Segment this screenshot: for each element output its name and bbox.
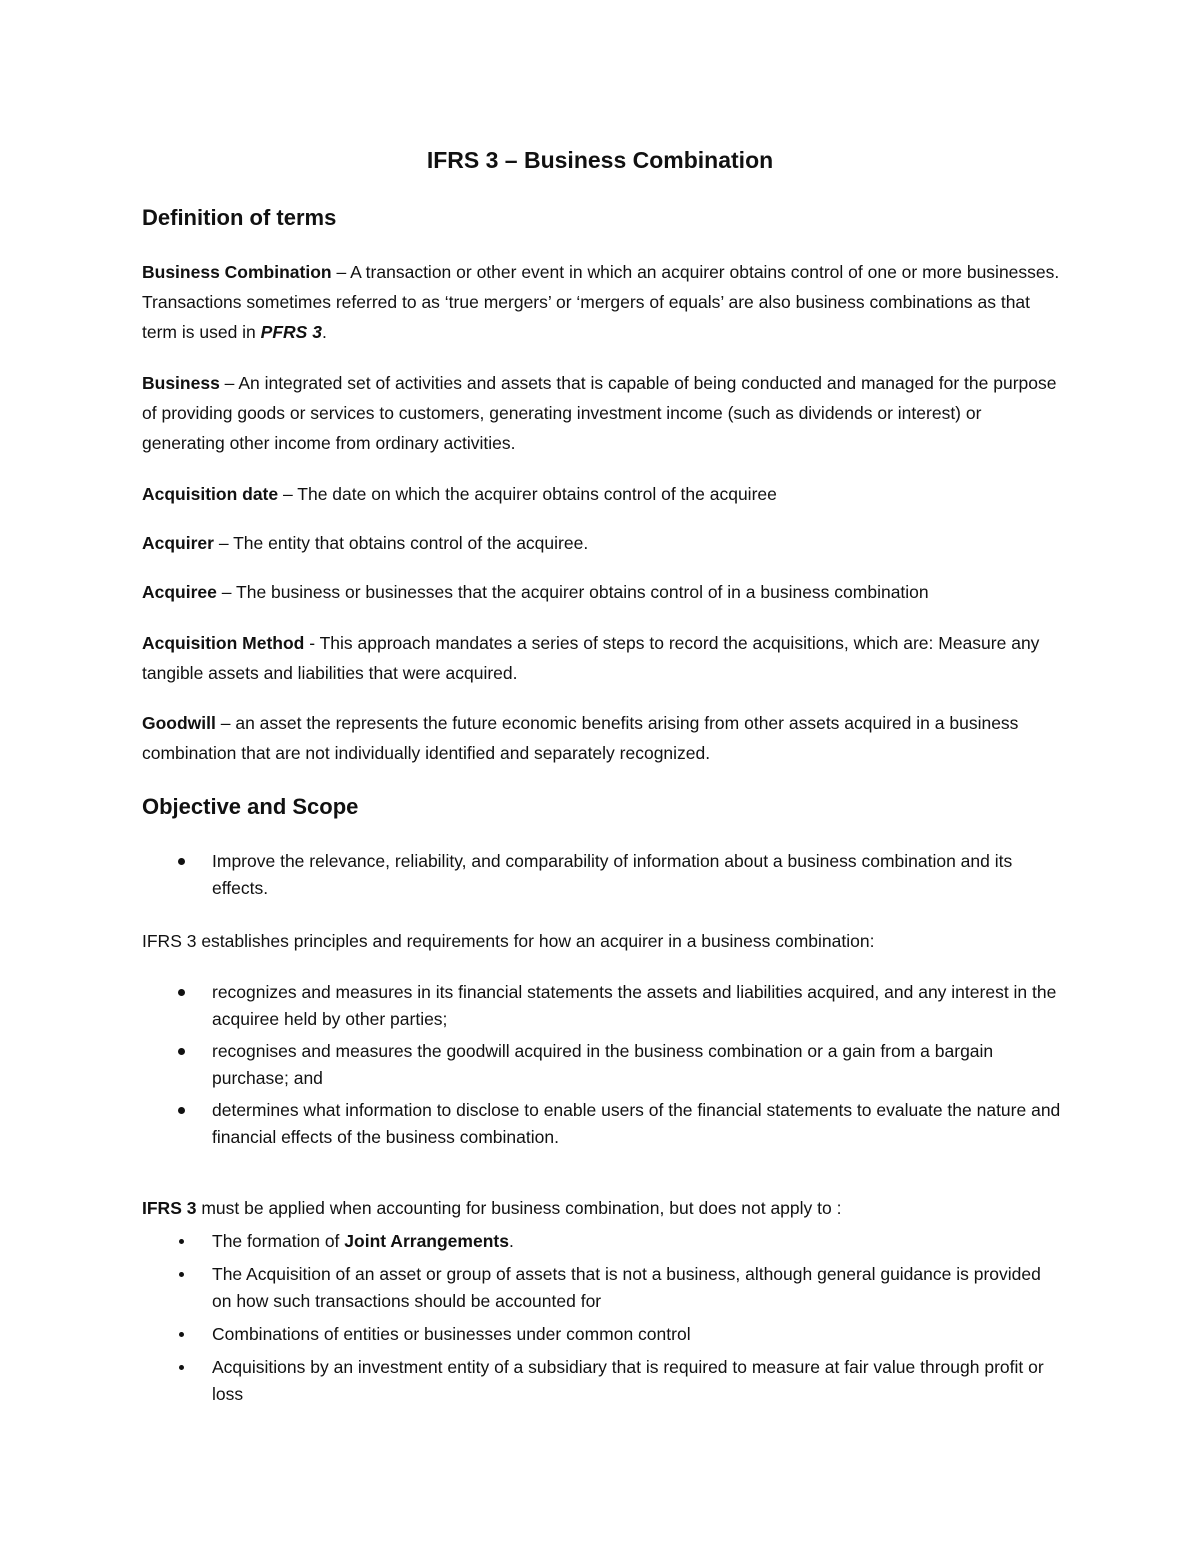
definition-text: The entity that obtains control of the acquiree. [233,533,589,553]
definition-term: Acquiree [142,582,217,602]
definition-text: The date on which the acquirer obtains control of the acquiree [297,484,777,504]
list-item: Combinations of entities or businesses under common control [142,1321,1062,1348]
applies-intro-rest: must be applied when accounting for business combination, but does not apply to : [196,1198,842,1218]
definition-separator: – [219,373,239,393]
bullet-icon [178,1048,185,1055]
definition-acquisition-method [142,628,1062,688]
bullet-icon [179,1239,184,1244]
definition-term: Business Combination [142,262,332,282]
definition-separator: – [331,262,351,282]
definition-term: Goodwill [142,713,216,733]
definition-separator: – [213,533,234,553]
definition-text: A transaction or other event in which an acquirer obtains control of one or more businesses. Transactions sometimes referred to as ‘true mergers’ or ‘mergers of equals’ are also business combinations as that term is used in [142,262,1060,342]
definition-term: Business [142,373,220,393]
objective-list [142,848,1062,907]
definition-goodwill [142,708,1062,768]
definition-separator: – [215,713,236,733]
bullet-icon [179,1272,184,1277]
list-item: The Acquisition of an asset or group of assets that is not a business, although general guidance is provided on how such transactions should be accounted for [142,1261,1062,1315]
applies-intro-lead: IFRS 3 [142,1198,197,1218]
list-item: recognizes and measures in its financial statements the assets and liabilities acquired, and any interest in the acquiree held by other parties; [142,979,1062,1033]
definition-emphasis: PFRS 3 [260,322,322,342]
definition-acquirer [142,528,1062,558]
definition-acquisition-date [142,479,1062,509]
establishes-list [142,979,1062,1156]
definitions-heading: Definition of terms [142,205,337,230]
bullet-icon [179,1332,184,1337]
document-title: IFRS 3 – Business Combination [426,147,774,173]
definition-text: The business or businesses that the acquirer obtains control of in a business combination [236,582,929,602]
bullet-icon [179,1365,184,1370]
establishes-intro: IFRS 3 establishes principles and requirements for how an acquirer in a business combination: [142,931,875,951]
definition-separator: – [216,582,237,602]
applies-intro [142,1193,1062,1223]
definition-text: an asset the represents the future economic benefits arising from other assets acquired in a business combination that are not individually identified and separately recognized. [142,713,1019,763]
objective-heading: Objective and Scope [142,794,359,819]
definition-separator: - [304,633,320,653]
definition-text: This approach mandates a series of steps to record the acquisitions, which are: Measure any tangible assets and liabilities that were acquired. [142,633,1040,683]
definition-business-combination [142,257,1062,347]
definition-separator: – [278,484,298,504]
definition-business [142,368,1062,458]
list-item: determines what information to disclose to enable users of the financial statements to evaluate the nature and financial effects of the business combination. [142,1097,1062,1151]
bullet-icon [178,1107,185,1114]
definition-term: Acquisition Method [142,633,305,653]
bullet-icon [178,858,185,865]
definition-text: An integrated set of activities and assets that is capable of being conducted and managed for the purpose of providing goods or services to customers, generating investment income (such as dividends or interest) or generating other income from ordinary activities. [142,373,1057,453]
list-item: Acquisitions by an investment entity of a subsidiary that is required to measure at fair value through profit or loss [142,1354,1062,1408]
definition-tail: . [321,322,327,342]
exclusions-list [142,1228,1062,1414]
bullet-icon [178,989,185,996]
definition-term: Acquisition date [142,484,279,504]
list-item: recognises and measures the goodwill acquired in the business combination or a gain from a bargain purchase; and [142,1038,1062,1092]
definition-acquiree [142,577,1062,607]
list-item: Improve the relevance, reliability, and comparability of information about a business combination and its effects. [142,848,1062,902]
list-item: The formation of Joint Arrangements. [142,1228,1062,1255]
definition-term: Acquirer [142,533,214,553]
